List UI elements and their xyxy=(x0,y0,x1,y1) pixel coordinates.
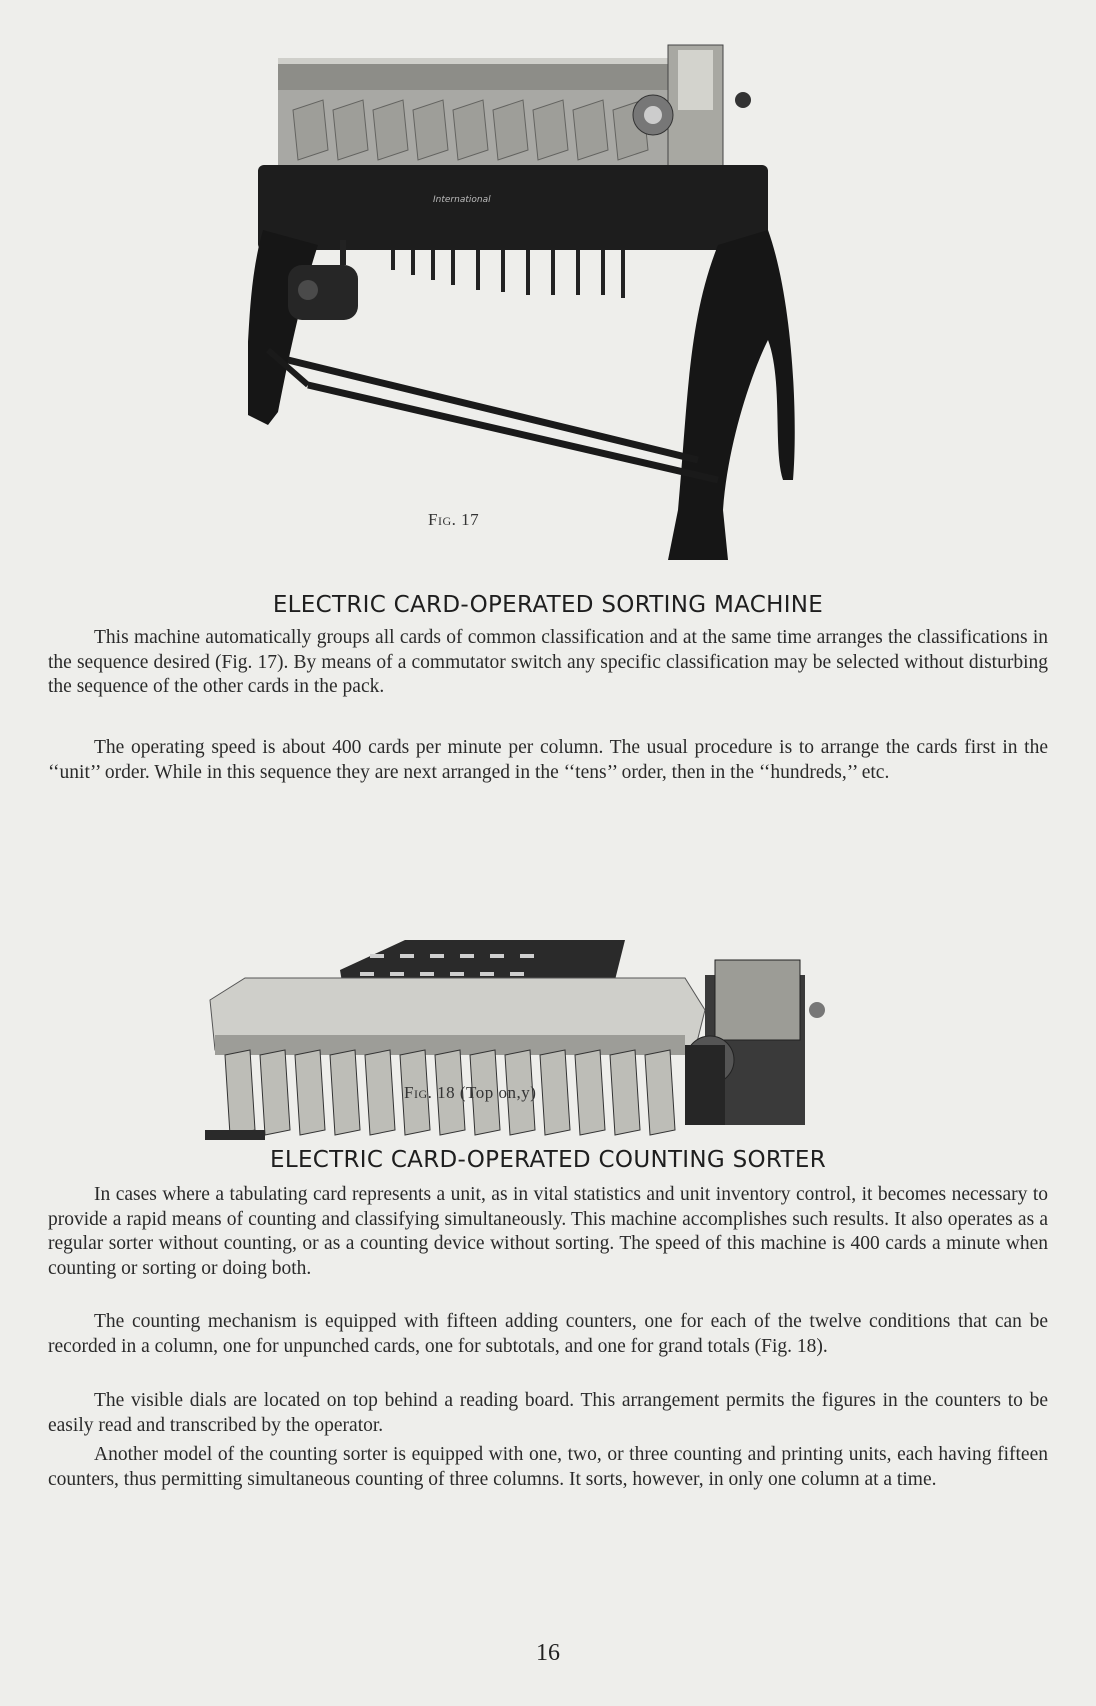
figure-18-caption: Fig. 18 (Top on,y) xyxy=(404,1083,537,1102)
sorting-machine-heading: ELECTRIC CARD-OPERATED SORTING MACHINE xyxy=(272,592,824,618)
machine-left-leg xyxy=(248,230,318,425)
svg-text:International: International xyxy=(433,195,491,205)
counting-paragraph-3: The visible dials are located on top behind a reading board. This arrangement permits the figures in the counters to be easily read and transcribed by the operator. xyxy=(48,1390,1048,1436)
figure-17-caption: Fig. 17 xyxy=(428,510,480,529)
counting-paragraph-1: In cases where a tabulating card represents a unit, as in vital statistics and unit inventory control, it becomes necessary to provide a rapid means of counting and classifying simultaneously. This machine accomplishes such results. It also operates as a regular sorter without counting, or as a counting device without sorting. The speed of this machine is 400 cards a minute when counting or sorting or doing both. xyxy=(48,1184,1048,1279)
counting-sorter-figure xyxy=(205,940,895,1162)
machine-body xyxy=(258,165,768,250)
machine-right-leg xyxy=(668,230,795,560)
sorting-machine-figure xyxy=(248,40,848,620)
sorting-paragraph-1: This machine automatically groups all cards of common classification and at the same time arranges the classifications in the sequence desired (Fig. 17). By means of a commutator switch any specific classification may be selected without disturbing the sequence of the other cards in the pack. xyxy=(48,627,1048,697)
counting-paragraph-2: The counting mechanism is equipped with fifteen adding counters, one for each of the twelve conditions that can be recorded in a column, one for unpunched cards, one for subtotals, and one for grand totals (Fig. 18). xyxy=(48,1311,1048,1357)
sorting-paragraph-2: The operating speed is about 400 cards per minute per column. The usual procedure is to arrange the cards first in the ‘‘unit’’ order. While in this sequence they are next arranged in the ‘‘tens’’ order, then in the ‘‘hundreds,’’ etc. xyxy=(48,737,1048,783)
counting-sorter-heading: ELECTRIC CARD-OPERATED COUNTING SORTER xyxy=(270,1147,826,1173)
page-number: 16 xyxy=(536,1640,560,1666)
counting-paragraph-4: Another model of the counting sorter is equipped with one, two, or three counting and printing units, each having fifteen counters, thus permitting simultaneous counting of three columns. It sorts, however, in only one column at a time. xyxy=(48,1444,1048,1490)
machine-top-rail xyxy=(278,60,678,90)
